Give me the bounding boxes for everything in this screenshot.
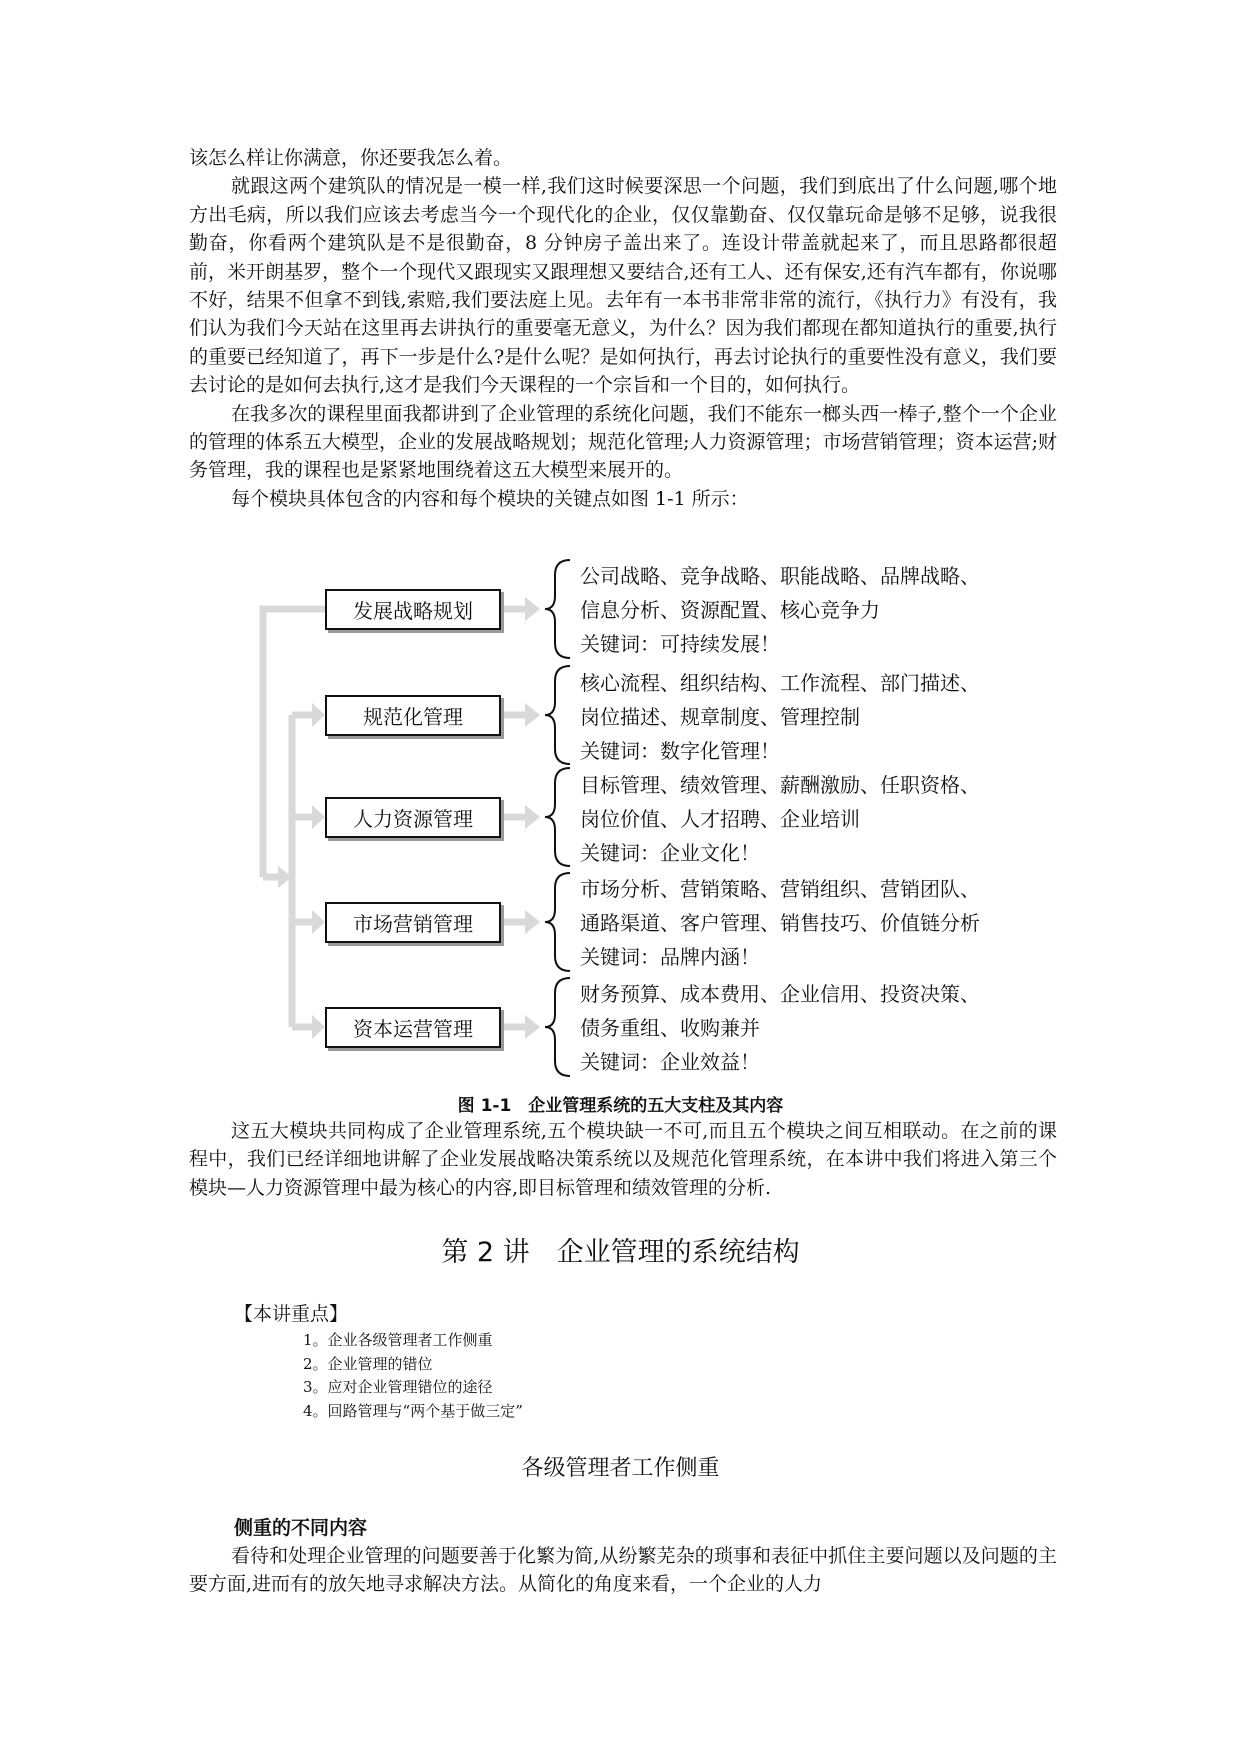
- module-detail-strategy: [580, 559, 1060, 661]
- detail-keyword: 关键词：品牌内涵！: [580, 945, 760, 969]
- focus-list: [303, 1329, 523, 1423]
- list-item: 1。企业各级管理者工作侧重: [303, 1331, 493, 1349]
- detail-line: 目标管理、绩效管理、薪酬激励、任职资格、: [580, 773, 980, 797]
- closing-text: [189, 1542, 1057, 1599]
- detail-keyword: 关键词：企业文化！: [580, 841, 760, 865]
- focus-heading: 【本讲重点】: [234, 1303, 349, 1325]
- detail-line: 核心流程、组织结构、工作流程、部门描述、: [580, 671, 980, 695]
- intro-text: [189, 144, 1057, 513]
- lecture-title: 第 2 讲 企业管理的系统结构: [441, 1237, 800, 1268]
- detail-line: 公司战略、竞争战略、职能战略、品牌战略、: [580, 564, 980, 588]
- summary-text: [189, 1117, 1057, 1202]
- detail-line: 岗位价值、人才招聘、企业培训: [580, 807, 860, 831]
- module-detail-marketing: [580, 872, 1060, 974]
- module-box-strategy: 发展战略规划: [325, 589, 501, 630]
- paragraph: 这五大模块共同构成了企业管理系统,五个模块缺一不可,而且五个模块之间互相联动。在之前的课程中，我们已经详细地讲解了企业发展战略决策系统以及规范化管理系统，在本讲中我们将进入第三个模块—人力资源管理中最为核心的内容,即目标管理和绩效管理的分析.: [189, 1120, 1057, 1199]
- detail-keyword: 关键词：数字化管理！: [580, 739, 780, 763]
- detail-line: 债务重组、收购兼并: [580, 1016, 760, 1040]
- section-title: 各级管理者工作侧重: [521, 1456, 720, 1481]
- detail-line: 信息分析、资源配置、核心竞争力: [580, 598, 880, 622]
- paragraph: 每个模块具体包含的内容和每个模块的关键点如图 1-1 所示：: [231, 487, 749, 510]
- detail-line: 岗位描述、规章制度、管理控制: [580, 705, 860, 729]
- module-box-hr: 人力资源管理: [325, 797, 501, 838]
- paragraph: 就跟这两个建筑队的情况是一模一样,我们这时候要深思一个问题，我们到底出了什么问题,哪个地方出毛病，所以我们应该去考虑当今一个现代化的企业，仅仅靠勤奋、仅仅靠玩命是够不足够，说我很勤奋，你看两个建筑队是不是很勤奋，8 分钟房子盖出来了。连设计带盖就起来了，而且思路都很超前，米开朗基罗，整个一个现代又跟现实又跟理想又要结合,还有工人、还有保安,还有汽车都有，你说哪不好，结果不但拿不到钱,索赔,我们要法庭上见。去年有一本书非常非常的流行，《执行力》有没有，我们认为我们今天站在这里再去讲执行的重要毫无意义，为什么？因为我们都现在都知道执行的重要,执行的重要已经知道了，再下一步是什么?是什么呢？是如何执行，再去讨论执行的重要性没有意义，我们要去讨论的是如何去执行,这才是我们今天课程的一个宗旨和一个目的，如何执行。: [189, 175, 1057, 397]
- module-detail-hr: [580, 768, 1060, 870]
- paragraph: 该怎么样让你满意，你还要我怎么着。: [189, 147, 513, 169]
- detail-line: 财务预算、成本费用、企业信用、投资决策、: [580, 982, 980, 1006]
- paragraph: 在我多次的课程里面我都讲到了企业管理的系统化问题，我们不能东一榔头西一棒子,整个一个企业的管理的体系五大模型，企业的发展战略规划；规范化管理;人力资源管理；市场营销管理；资本运营;财务管理，我的课程也是紧紧地围绕着这五大模型来展开的。: [189, 402, 1057, 482]
- paragraph: 看待和处理企业管理的问题要善于化繁为简,从纷繁芜杂的琐事和表征中抓住主要问题以及问题的主要方面,进而有的放矢地寻求解决方法。从简化的角度来看，一个企业的人力: [189, 1545, 1057, 1596]
- module-box-standardization: 规范化管理: [325, 695, 501, 736]
- list-item: 3。应对企业管理错位的途径: [303, 1378, 493, 1396]
- module-detail-capital: [580, 977, 1060, 1079]
- list-item: 4。回路管理与“两个基于做三定”: [303, 1401, 523, 1420]
- detail-keyword: 关键词：企业效益！: [580, 1050, 760, 1074]
- list-item: 2。企业管理的错位: [303, 1354, 433, 1373]
- detail-keyword: 关键词：可持续发展！: [580, 632, 780, 656]
- module-detail-standardization: [580, 666, 1060, 768]
- module-box-capital: 资本运营管理: [325, 1007, 501, 1048]
- sub-heading: 侧重的不同内容: [234, 1517, 368, 1539]
- module-box-marketing: 市场营销管理: [325, 902, 501, 943]
- figure-caption: 图 1-1 企业管理系统的五大支柱及其内容: [457, 1096, 784, 1116]
- detail-line: 市场分析、营销策略、营销组织、营销团队、: [580, 877, 980, 901]
- detail-line: 通路渠道、客户管理、销售技巧、价值链分析: [580, 911, 980, 935]
